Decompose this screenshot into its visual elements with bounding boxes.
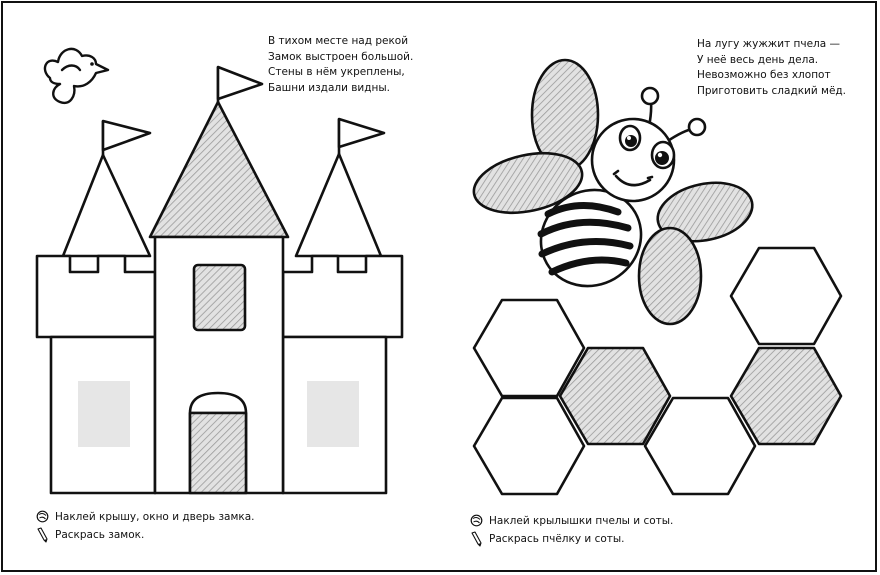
- task-text: Наклей крышу, окно и дверь замка.: [55, 510, 255, 523]
- pencil-icon: [36, 527, 49, 543]
- right-tower-roof: [296, 154, 381, 256]
- left-window-sticker-area[interactable]: [78, 381, 130, 447]
- bird-icon: [45, 49, 108, 103]
- bee-color-task: [470, 531, 625, 547]
- center-window-sticker-area: [194, 265, 245, 330]
- honeycomb-6-sticker-area: [731, 348, 841, 444]
- poem-line: В тихом месте над рекой: [268, 35, 409, 47]
- center-tower-roof: [150, 102, 288, 237]
- left-tower-roof: [63, 155, 150, 256]
- bee-antenna-right-tip: [689, 119, 705, 135]
- right-window-sticker-area[interactable]: [307, 381, 359, 447]
- poem-line: Башни издали видны.: [268, 81, 391, 94]
- sticker-icon: [36, 510, 49, 523]
- task-text: Раскрась пчёлку и соты.: [489, 533, 625, 545]
- castle-sticker-task: [36, 510, 255, 523]
- right-flag: [339, 119, 384, 147]
- door-sticker-area: [190, 413, 246, 493]
- honeycomb-2: [474, 398, 584, 494]
- left-battlement: [37, 256, 155, 337]
- poem-line: У неё весь день дела.: [697, 53, 819, 66]
- poem-line: Невозможно без хлопот: [697, 69, 831, 82]
- castle-color-task: [36, 527, 144, 543]
- bee-poem: [697, 37, 846, 99]
- honeycomb-5: [731, 248, 841, 344]
- bee-bottom-wing: [639, 228, 701, 324]
- left-flag: [103, 121, 150, 150]
- bee: [468, 60, 757, 324]
- castle-poem: [268, 34, 413, 96]
- bee-sticker-task: [470, 514, 673, 527]
- right-battlement: [283, 256, 402, 337]
- poem-line: Замок выстроен большой.: [268, 50, 414, 63]
- sticker-icon: [470, 514, 483, 527]
- pencil-icon: [470, 531, 483, 547]
- task-text: Раскрась замок.: [55, 529, 145, 541]
- poem-line: Стены в нём укреплены,: [268, 66, 405, 79]
- task-text: Наклей крылышки пчелы и соты.: [489, 514, 674, 527]
- center-flag: [218, 67, 262, 99]
- bee-antenna-left-tip: [642, 88, 658, 104]
- poem-line: На лугу жужжит пчела —: [697, 38, 841, 50]
- poem-line: Приготовить сладкий мёд.: [697, 84, 847, 97]
